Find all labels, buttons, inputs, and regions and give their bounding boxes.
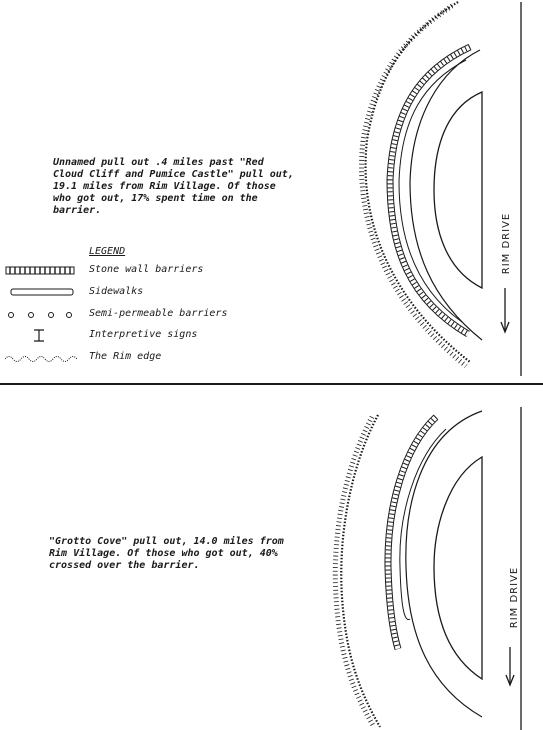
rim-edge-symbol-icon bbox=[5, 350, 77, 366]
legend-row-sign bbox=[5, 328, 265, 344]
legend-label: Semi-permeable barriers bbox=[89, 308, 228, 319]
legend-row-semi-permeable bbox=[5, 307, 265, 323]
road-label-top: RIM DRIVE bbox=[501, 212, 513, 275]
legend-label: The Rim edge bbox=[89, 351, 162, 362]
legend-row-sidewalk bbox=[5, 285, 265, 301]
center-island bbox=[434, 92, 482, 288]
legend-row-rim-edge bbox=[5, 350, 265, 366]
top-caption: Unnamed pull out .4 miles past "Red Cloud Cliff and Pumice Castle" pull out, 19.1 miles from Rim Village. Of those who got out, 17% spent time on the barrier. bbox=[53, 157, 294, 216]
legend-title: LEGEND bbox=[89, 246, 126, 257]
rim-edge bbox=[341, 415, 380, 727]
stone-wall-symbol-icon bbox=[5, 263, 77, 279]
legend-label: Interpretive signs bbox=[89, 329, 198, 340]
panel-divider bbox=[0, 383, 543, 385]
center-island bbox=[434, 457, 482, 679]
legend-row-stone-wall bbox=[5, 263, 265, 279]
legend-label: Stone wall barriers bbox=[89, 264, 204, 275]
sidewalk-symbol-icon bbox=[5, 285, 77, 301]
semi-permeable-symbol-icon bbox=[5, 307, 77, 323]
road-label-bottom: RIM DRIVE bbox=[509, 566, 521, 629]
bottom-caption: "Grotto Cove" pull out, 14.0 miles from Rim Village. Of those who got out, 40% crossed over the barrier. bbox=[49, 536, 284, 571]
legend-label: Sidewalks bbox=[89, 286, 144, 297]
sign-symbol-icon bbox=[5, 328, 77, 344]
